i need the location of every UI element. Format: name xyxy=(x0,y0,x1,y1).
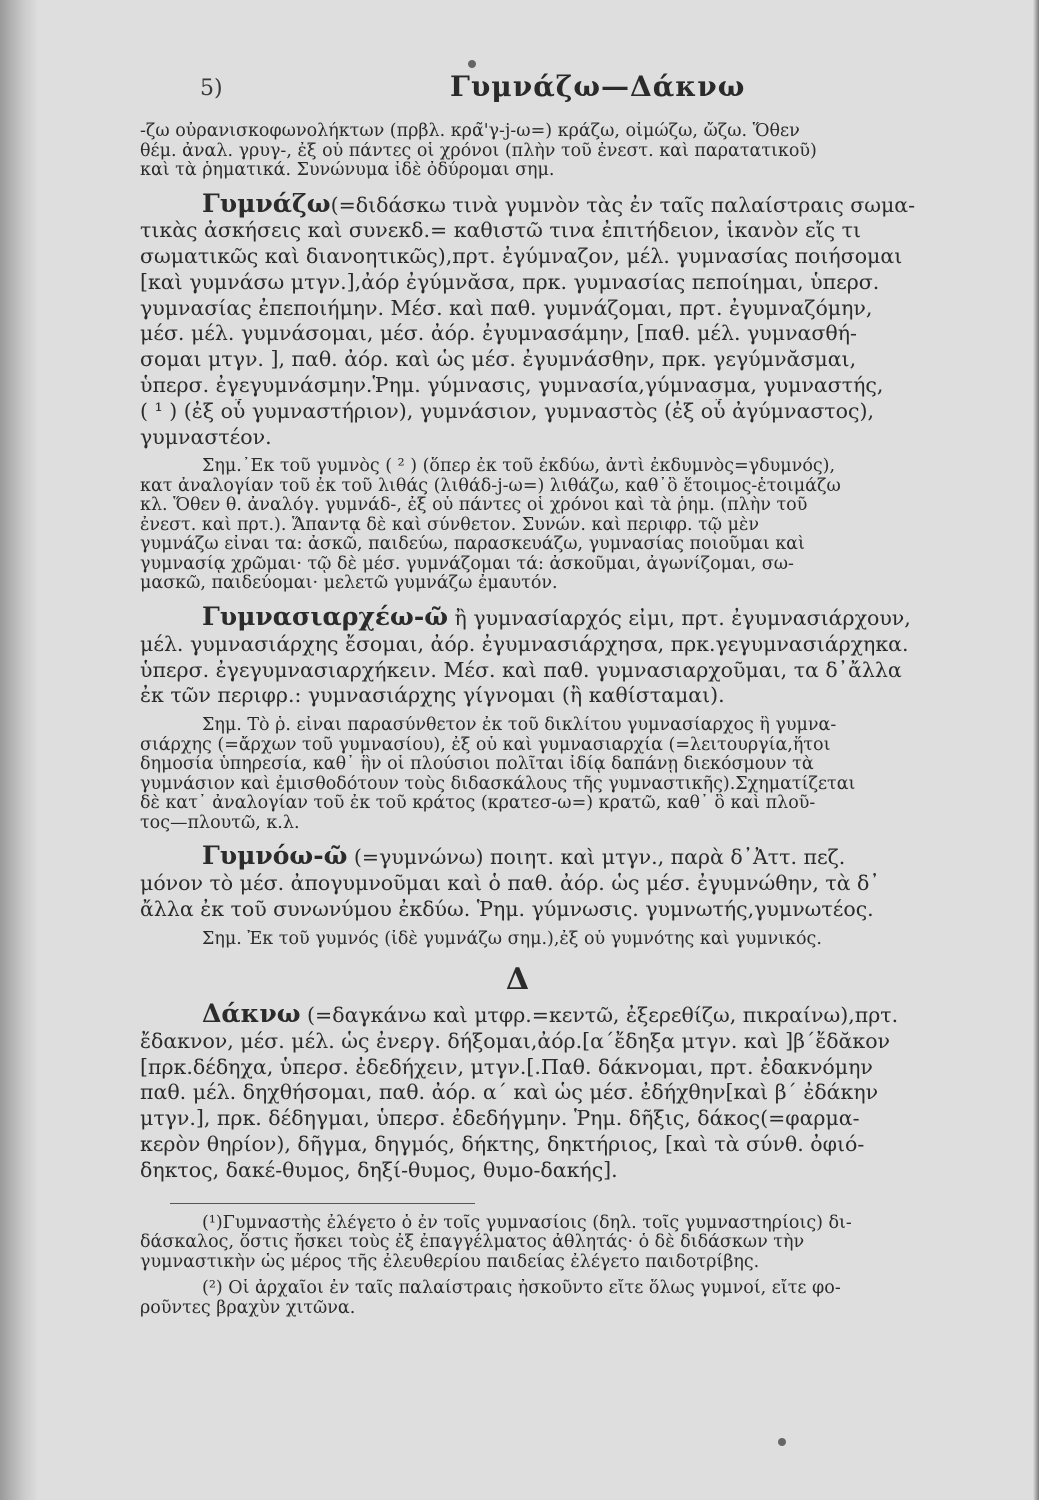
text-line: ἄλλα ἐκ τοῦ συνωνύμου ἐκδύω. Ῥημ. γύμνωσις. γυμνωτής,γυμνωτέος. xyxy=(140,896,874,921)
spacer xyxy=(140,1318,1035,1325)
text-line: μέλ. γυμνασιάρχης ἔσομαι, ἀόρ. ἐγυμνασιάρχησα, πρκ.γεγυμνασιάρχηκα. xyxy=(140,631,909,656)
text-line: δὲ κατ᾽ ἀναλογίαν τοῦ ἐκ τοῦ κράτος (κρατεσ-ω=) κρατῶ, καθ᾽ ὃ καὶ πλοῦ- xyxy=(140,794,816,814)
text-line: [πρκ.δέδηχα, ὑπερσ. ἐδεδήχειν, μτγν.[.Παθ. δάκνομαι, πρτ. ἐδακνόμην xyxy=(140,1054,873,1079)
text-line: σομαι μτγν. ], παθ. ἀόρ. καὶ ὡς μέσ. ἐγυμνάσθην, πρκ. γεγύμνᾰσμαι, xyxy=(140,347,857,372)
footnote-line: γυμναστικὴν ὡς μέρος τῆς ἐλευθερίου παιδείας ἐλέγετο παιδοτρίβης. xyxy=(140,1252,760,1272)
text-line: γυμνασίᾳ χρῶμαι· τῷ δὲ μέσ. γυμνάζομαι τά: ἀσκοῦμαι, ἀγωνίζομαι, σω- xyxy=(140,554,794,574)
text-line: γυμνασίας ἐπεποιήμην. Μέσ. καὶ παθ. γυμνάζομαι, πρτ. ἐγυμναζόμην, xyxy=(140,295,873,320)
text-line: Σημ.᾽Εκ τοῦ γυμνὸς ( ² ) (ὅπερ ἐκ τοῦ ἐκδύω, ἀντὶ ἐκδυμνὸς=γδυμνός), xyxy=(202,457,836,477)
text-line: θέμ. ἀναλ. γρυγ-, ἐξ οὗ πάντες οἱ χρόνοι (πλὴν τοῦ ἐνεστ. καὶ παρατατικοῦ) xyxy=(140,141,817,161)
page-header xyxy=(200,70,1030,110)
dictionary-entry xyxy=(140,930,1035,950)
text-line: σωματικῶς καὶ διανοητικῶς),πρτ. ἐγύμναζον, μέλ. γυμνασίας ποιήσομαι xyxy=(140,244,903,269)
entry-text: (=διδάσκω τινὰ γυμνὸν τὰς ἐν ταῖς παλαίστραις σωμα- xyxy=(330,192,916,217)
dictionary-entry xyxy=(140,191,1035,451)
dictionary-text xyxy=(140,122,1035,1325)
text-line: δημοσία ὑπηρεσία, καθ᾽ ἣν οἱ πλούσιοι πολῖται ἰδίᾳ δαπάνῃ διεκόσμουν τὰ xyxy=(140,755,814,775)
text-line: μέσ. μέλ. γυμνάσομαι, μέσ. ἀόρ. ἐγυμνασάμην, [παθ. μέλ. γυμνασθή- xyxy=(140,321,857,346)
text-line: κλ. Ὅθεν θ. ἀναλόγ. γυμνάδ-, ἐξ οὗ πάντες οἱ χρόνοι καὶ τὰ ῥημ. (πλὴν τοῦ xyxy=(140,496,808,516)
footnote xyxy=(140,1279,1035,1318)
text-line: γυμναστέον. xyxy=(140,424,272,449)
spacer xyxy=(140,594,1035,604)
text-line: παθ. μέλ. δηχθήσομαι, παθ. ἀόρ. α´ καὶ ὡς μέσ. ἐδήχθην[καὶ β´ ἐδάκην xyxy=(140,1080,879,1105)
text-line: -ζω οὐρανισκοφωνολήκτων (πρβλ. κρα̃'γ-j-ω=) κράζω, οἰμώζω, ὤζω. Ὅθεν xyxy=(140,122,800,141)
binding-shadow xyxy=(0,0,38,1500)
text-line: κερὸν θηρίον), δῆγμα, δηγμός, δήκτης, δηκτήριος, [καὶ τὰ σύνθ. ὀφιό- xyxy=(140,1132,865,1157)
spacer xyxy=(140,1272,1035,1279)
dictionary-entry xyxy=(140,1001,1035,1184)
entry-first-line xyxy=(140,843,1035,871)
footnote-line: δάσκαλος, ὅστις ἤσκει τοὺς ἐξ ἐπαγγέλματος ἀθλητάς· ὁ δὲ διδάσκων τὴν xyxy=(140,1233,805,1253)
text-line: μτγν.], πρκ. δέδηγμαι, ὑπερσ. ἐδεδήγμην. Ῥημ. δῆξις, δάκος(=φαρμα- xyxy=(140,1106,860,1131)
headword: Γυμνόω-ῶ xyxy=(202,843,348,871)
entry-first-line xyxy=(140,191,1035,219)
dictionary-entry xyxy=(140,457,1035,594)
text-line: τος—πλουτῶ, κ.λ. xyxy=(140,813,300,833)
entry-first-line xyxy=(140,1001,1035,1029)
text-line: γυμνάσιον καὶ ἐμισθοδότουν τοὺς διδασκάλους τῆς γυμναστικῆς).Σχηματίζεται xyxy=(140,774,856,794)
running-head: Γυμνάζω—Δάκνω xyxy=(450,70,746,103)
text-line: Σημ. Ἐκ τοῦ γυμνός (ἰδὲ γυμνάζω σημ.),ἐξ οὗ γυμνότης καὶ γυμνικός. xyxy=(202,929,822,949)
text-line: κατ ἀναλογίαν τοῦ ἐκ τοῦ λιθάς (λιθάδ-j-ω=) λιθάζω, καθ᾽ὃ ἕτοιμος-ἑτοιμάζω xyxy=(140,476,841,496)
text-line: ὑπερσ. ἐγεγυμνάσμην.Ῥημ. γύμνασις, γυμνασία,γύμνασμα, γυμναστής, xyxy=(140,373,884,398)
ink-speck xyxy=(468,60,476,68)
entry-first-line xyxy=(140,604,1035,632)
entry-text: ἢ γυμνασίαρχός εἰμι, πρτ. ἐγυμνασιάρχουν, xyxy=(448,605,911,630)
section-letter: Δ xyxy=(505,962,530,998)
dictionary-entry xyxy=(140,716,1035,833)
footnote-rule xyxy=(170,1203,475,1204)
entry-text: (=γυμνώνω) ποιητ. καὶ μτγν., παρὰ δ᾽Ἀττ. πεζ. xyxy=(347,845,846,870)
text-line: τικὰς ἀσκήσεις καὶ συνεκδ.= καθιστῶ τινα ἐπιτήδειον, ἱκανὸν εἴς τι xyxy=(140,218,862,243)
text-line: σιάρχης (=ἄρχων τοῦ γυμνασίου), ἐξ οὗ καὶ γυμνασιαρχία (=λειτουργία,ἥτοι xyxy=(140,735,831,755)
text-line: ὑπερσ. ἐγεγυμνασιαρχήκειν. Μέσ. καὶ παθ. γυμνασιαρχοῦμαι, τα δ᾽ἄλλα xyxy=(140,657,902,682)
text-line: γυμνάζω εἶναι τα: ἀσκῶ, παιδεύω, παρασκευάζω, γυμνασίας ποιοῦμαι καὶ xyxy=(140,535,805,555)
text-line: μόνον τὸ μέσ. ἀπογυμνοῦμαι καὶ ὁ παθ. ἀόρ. ὡς μέσ. ἐγυμνώθην, τὰ δ᾽ xyxy=(140,870,880,895)
footnote-line: (¹)Γυμναστὴς ἐλέγετο ὁ ἐν τοῖς γυμνασίοις (δηλ. τοῖς γυμναστηρίοις) δι- xyxy=(202,1213,852,1233)
headword: Γυμνάζω xyxy=(202,190,331,218)
spacer xyxy=(140,709,1035,716)
text-line: ἔδακνον, μέσ. μέλ. ὡς ἐνεργ. δήξομαι,ἀόρ.[α´ἔδηξα μτγν. καὶ ]β´ἔδᾰκον xyxy=(140,1028,890,1053)
spacer xyxy=(140,1184,1035,1191)
spacer xyxy=(140,450,1035,457)
headword: Δάκνω xyxy=(202,1001,301,1029)
text-line: δηκτος, δακέ-θυμος, δηξί-θυμος, θυμο-δακής]. xyxy=(140,1157,618,1182)
text-line: ἐκ τῶν περιφρ.: γυμνασιάρχης γίγνομαι (ἢ καθίσταμαι). xyxy=(140,683,725,708)
ink-speck xyxy=(778,1438,786,1446)
text-line: ἐνεστ. καὶ πρτ.). Ἅπαντᾳ δὲ καὶ σύνθετον. Συνών. καὶ περιφρ. τῷ μὲν xyxy=(140,515,760,535)
text-line: ( ¹ ) (ἐξ οὗ γυμναστήριον), γυμνάσιον, γυμναστὸς (ἐξ οὗ ἀγύμναστος), xyxy=(140,398,874,423)
text-line: [καὶ γυμνάσω μτγν.],ἀόρ ἐγύμνᾰσα, πρκ. γυμνασίας πεποίημαι, ὑπερσ. xyxy=(140,269,880,294)
dictionary-entry xyxy=(140,843,1035,922)
text-line: καὶ τὰ ῥηματικά. Συνώνυμα ἰδὲ ὀδύρομαι σημ. xyxy=(140,161,555,180)
text-line: μασκῶ, παιδεύομαι· μελετῶ γυμνάζω ἐμαυτόν. xyxy=(140,574,558,594)
footnote xyxy=(140,1214,1035,1273)
spacer xyxy=(140,949,1035,959)
entry-text: (=δαγκάνω καὶ μτφρ.=κεντῶ, ἐξερεθίζω, πικραίνω),πρτ. xyxy=(300,1003,899,1028)
page-number: 5) xyxy=(200,76,223,101)
footnote-line: (²) Οἱ ἀρχαῖοι ἐν ταῖς παλαίστραις ἠσκοῦντο εἴτε ὅλως γυμνοί, εἴτε φο- xyxy=(202,1279,841,1299)
text-line: Σημ. Τὸ ῥ. εἶναι παρασύνθετον ἐκ τοῦ δικλίτου γυμνασίαρχος ἢ γυμνα- xyxy=(202,716,837,736)
footnote-line: ροῦντες βραχὺν χιτῶνα. xyxy=(140,1298,356,1318)
headword: Γυμνασιαρχέω-ῶ xyxy=(202,603,448,631)
dictionary-entry xyxy=(140,604,1035,709)
spacer xyxy=(140,923,1035,930)
spacer xyxy=(140,833,1035,843)
spacer xyxy=(140,181,1035,191)
dictionary-entry xyxy=(140,122,1035,181)
